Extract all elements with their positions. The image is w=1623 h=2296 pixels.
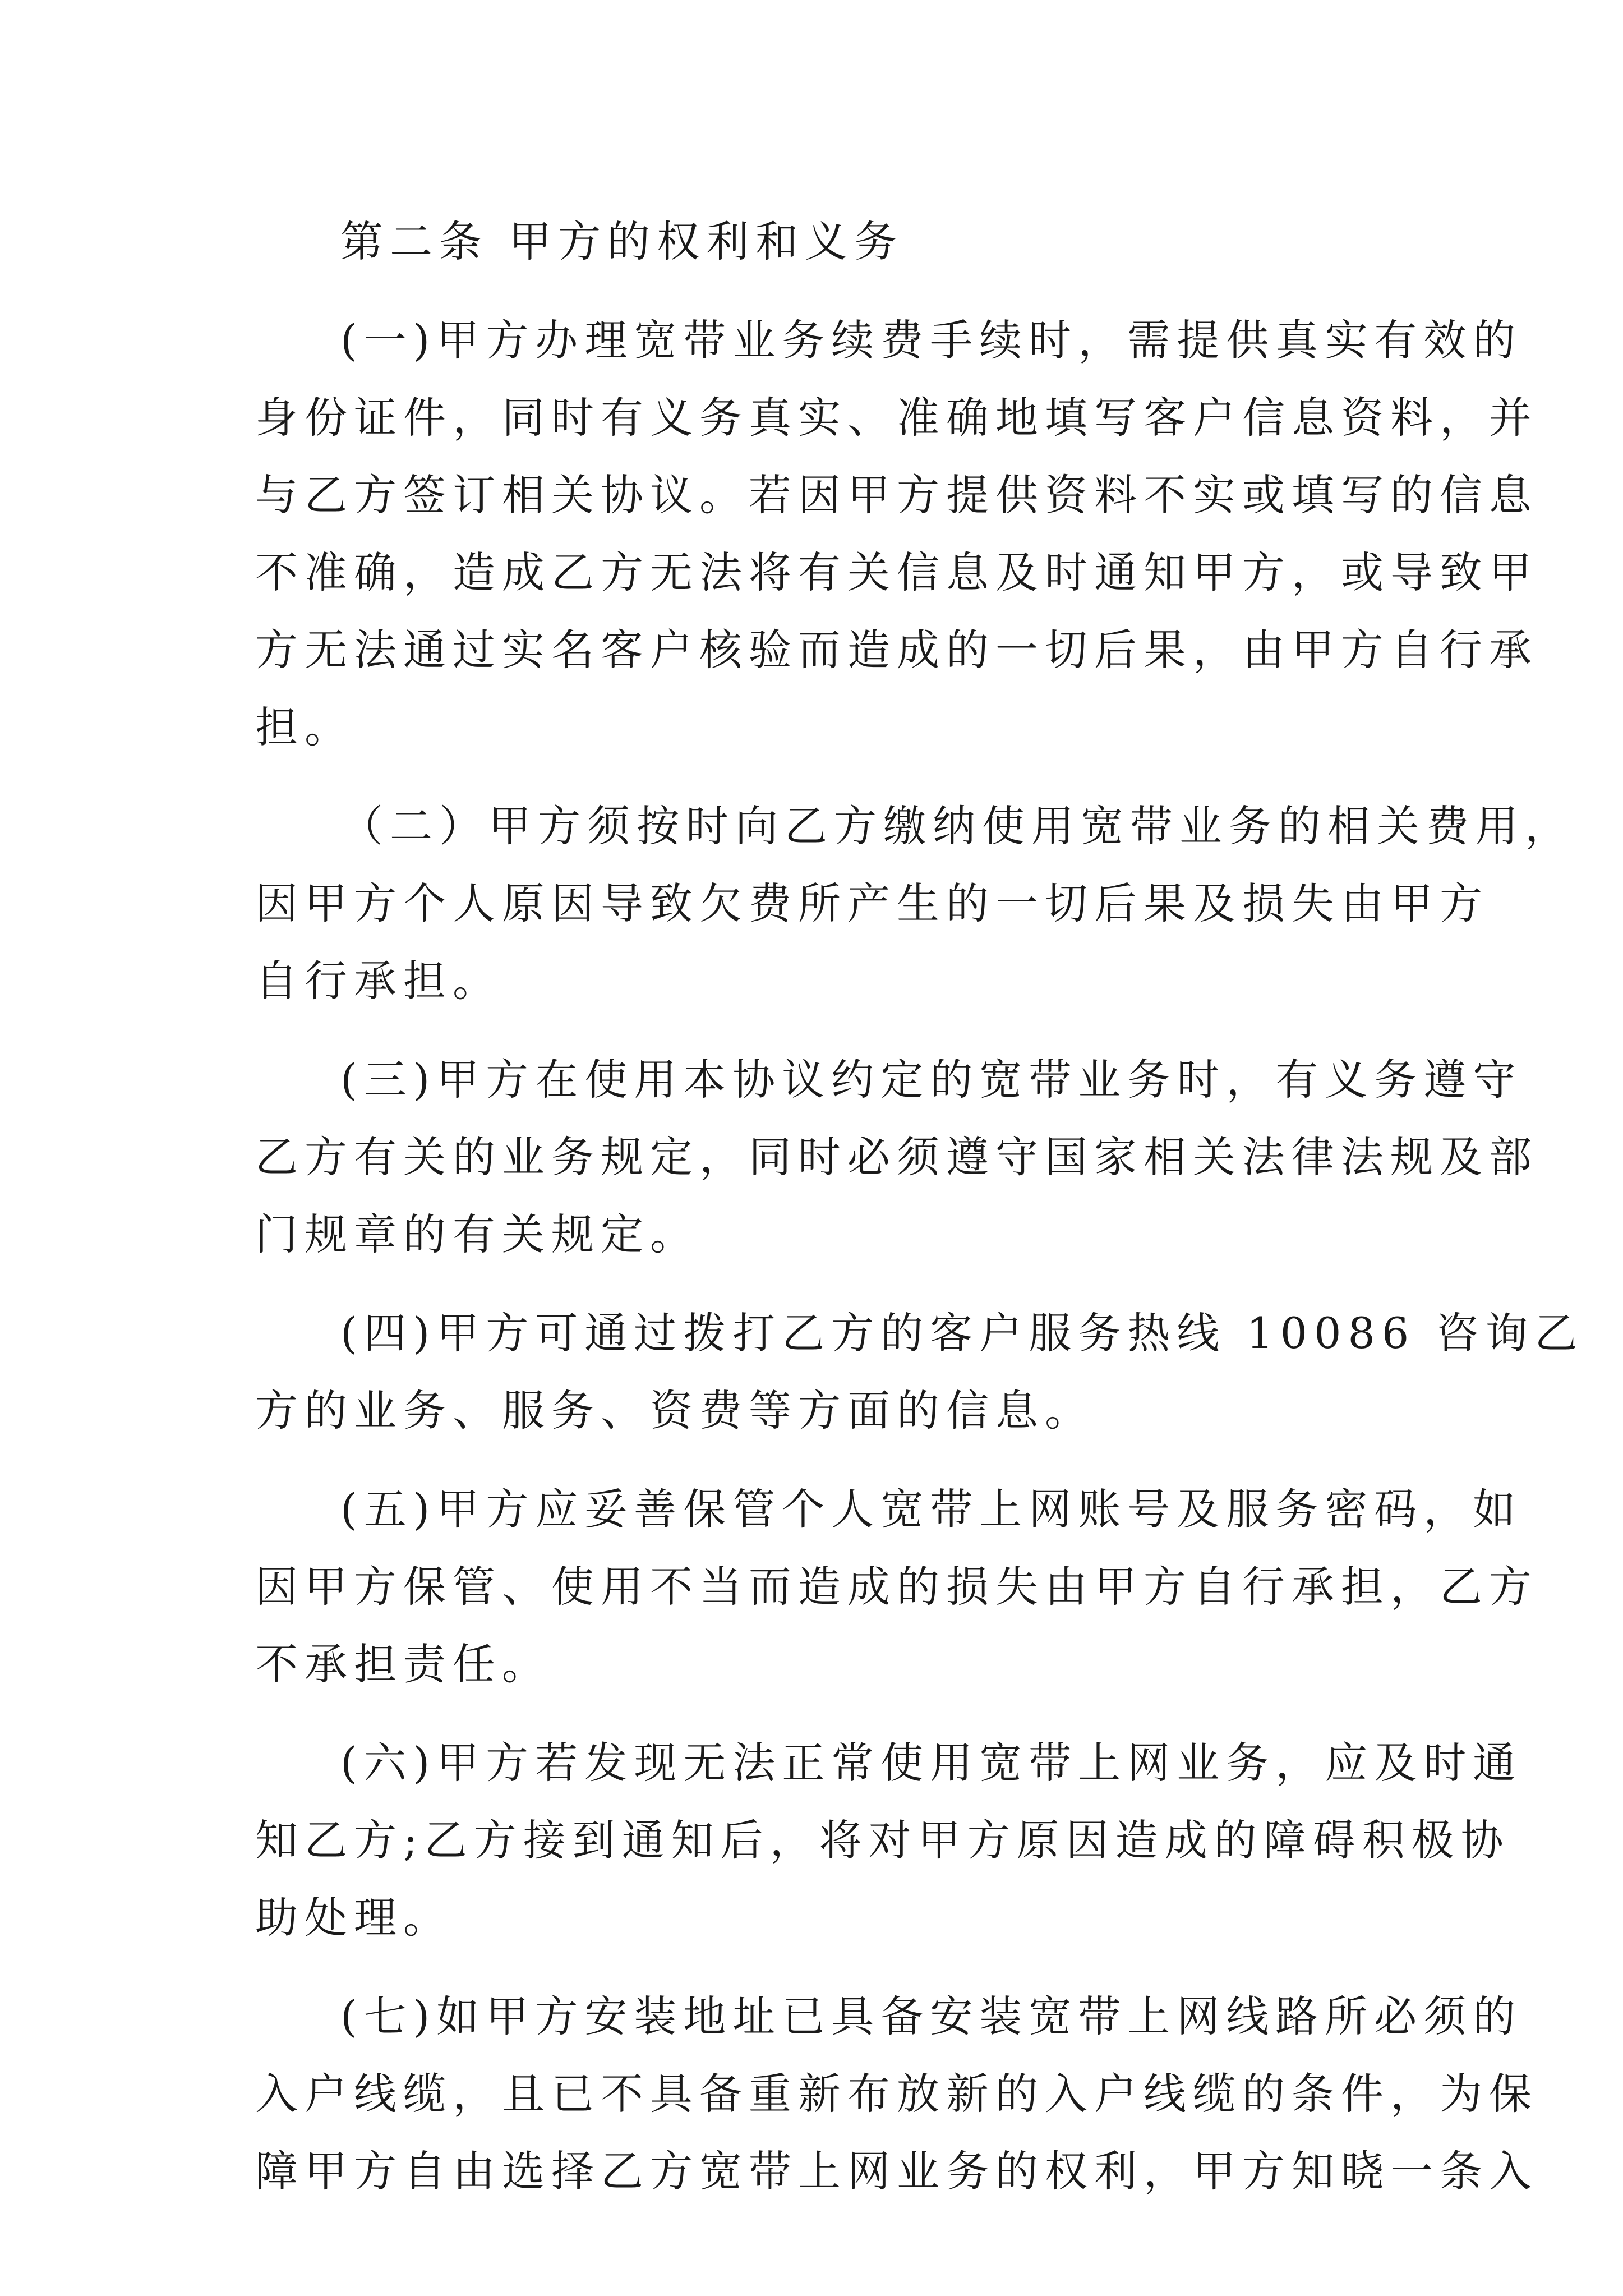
paragraph-line: 不承担责任。	[255, 1639, 551, 1689]
paragraph-line: 不准确，造成乙方无法将有关信息及时通知甲方，或导致甲	[255, 547, 1538, 597]
paragraph-5	[255, 1471, 1538, 1703]
paragraph-line: (一)甲方办理宽带业务续费手续时，需提供真实有效的	[340, 315, 1523, 365]
paragraph-line: (三)甲方在使用本协议约定的宽带业务时，有义务遵守	[340, 1055, 1523, 1105]
paragraph-4	[255, 1295, 1584, 1450]
paragraph-7	[255, 1978, 1538, 2210]
paragraph-line: 身份证件，同时有义务真实、准确地填写客户信息资料，并	[255, 393, 1538, 443]
paragraph-line: (四)甲方可通过拨打乙方的客户服务热线 10086 咨询乙	[340, 1308, 1584, 1358]
article-heading: 第二条 甲方的权利和义务	[340, 217, 904, 266]
document-body	[255, 203, 1584, 2210]
paragraph-line: (七)如甲方安装地址已具备安装宽带上网线路所必须的	[340, 1991, 1523, 2041]
paragraph-3	[255, 1041, 1538, 1273]
paragraph-line: 助处理。	[255, 1893, 453, 1943]
paragraph-line: 方的业务、服务、资费等方面的信息。	[255, 1386, 1094, 1435]
paragraph-line: 方无法通过实名客户核验而造成的一切后果，由甲方自行承	[255, 625, 1538, 675]
paragraph-line: 因甲方保管、使用不当而造成的损失由甲方自行承担，乙方	[255, 1562, 1538, 1612]
paragraph-2	[255, 788, 1574, 1020]
paragraph-6	[255, 1724, 1523, 1957]
paragraph-line: 障甲方自由选择乙方宽带上网业务的权利，甲方知晓一条入	[255, 2146, 1538, 2196]
paragraph-line: (五)甲方应妥善保管个人宽带上网账号及服务密码，如	[340, 1484, 1523, 1534]
paragraph-line: 与乙方签订相关协议。若因甲方提供资料不实或填写的信息	[255, 470, 1538, 520]
paragraph-line: 因甲方个人原因导致欠费所产生的一切后果及损失由甲方	[255, 878, 1489, 928]
paragraph-line: (六)甲方若发现无法正常使用宽带上网业务，应及时通	[340, 1738, 1523, 1788]
paragraph-line: 自行承担。	[255, 956, 502, 1006]
paragraph-line: 乙方有关的业务规定，同时必须遵守国家相关法律法规及部	[255, 1132, 1538, 1182]
paragraph-line: 担。	[255, 702, 354, 752]
paragraph-line: 知乙方;乙方接到通知后，将对甲方原因造成的障碍积极协	[255, 1815, 1510, 1865]
paragraph-line: 入户线缆，且已不具备重新布放新的入户线缆的条件，为保	[255, 2069, 1538, 2119]
paragraph-line: 门规章的有关规定。	[255, 1209, 699, 1259]
paragraph-1	[255, 302, 1538, 766]
paragraph-line: （二）甲方须按时向乙方缴纳使用宽带业务的相关费用，	[340, 801, 1574, 851]
